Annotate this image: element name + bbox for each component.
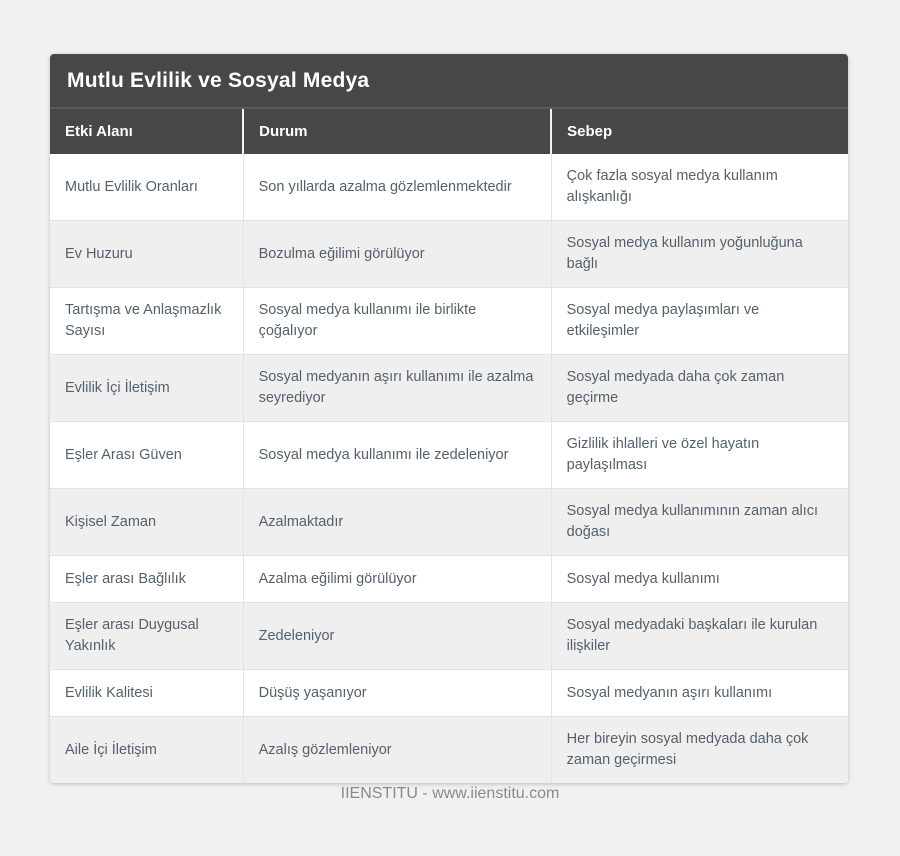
- cell-etki-alani: Eşler Arası Güven: [50, 422, 243, 489]
- cell-etki-alani: Aile İçi İletişim: [50, 717, 243, 784]
- cell-sebep: Sosyal medyada daha çok zaman geçirme: [551, 355, 848, 422]
- cell-sebep: Sosyal medya kullanımının zaman alıcı doğası: [551, 489, 848, 556]
- cell-durum: Zedeleniyor: [243, 603, 551, 670]
- table-row: [50, 154, 848, 221]
- cell-etki-alani: Evlilik Kalitesi: [50, 670, 243, 717]
- cell-durum: Sosyal medyanın aşırı kullanımı ile azalma seyrediyor: [243, 355, 551, 422]
- cell-etki-alani: Kişisel Zaman: [50, 489, 243, 556]
- table-row: [50, 603, 848, 670]
- cell-durum: Azalış gözlemleniyor: [243, 717, 551, 784]
- cell-etki-alani: Mutlu Evlilik Oranları: [50, 154, 243, 221]
- cell-durum: Sosyal medya kullanımı ile zedeleniyor: [243, 422, 551, 489]
- cell-durum: Azalmaktadır: [243, 489, 551, 556]
- page-title: Mutlu Evlilik ve Sosyal Medya: [50, 54, 848, 109]
- table-card: [50, 54, 848, 783]
- cell-sebep: Gizlilik ihlalleri ve özel hayatın paylaşılması: [551, 422, 848, 489]
- cell-sebep: Sosyal medya kullanımı: [551, 556, 848, 603]
- column-header-sebep: Sebep: [551, 109, 848, 154]
- cell-durum: Son yıllarda azalma gözlemlenmektedir: [243, 154, 551, 221]
- cell-durum: Bozulma eğilimi görülüyor: [243, 221, 551, 288]
- cell-durum: Düşüş yaşanıyor: [243, 670, 551, 717]
- cell-durum: Sosyal medya kullanımı ile birlikte çoğalıyor: [243, 288, 551, 355]
- data-table: [50, 109, 848, 783]
- column-header-etki-alani: Etki Alanı: [50, 109, 243, 154]
- table-row: [50, 489, 848, 556]
- cell-sebep: Sosyal medyanın aşırı kullanımı: [551, 670, 848, 717]
- cell-sebep: Çok fazla sosyal medya kullanım alışkanlığı: [551, 154, 848, 221]
- cell-etki-alani: Tartışma ve Anlaşmazlık Sayısı: [50, 288, 243, 355]
- cell-durum: Azalma eğilimi görülüyor: [243, 556, 551, 603]
- cell-sebep: Her bireyin sosyal medyada daha çok zaman geçirmesi: [551, 717, 848, 784]
- cell-etki-alani: Eşler arası Duygusal Yakınlık: [50, 603, 243, 670]
- table-row: [50, 556, 848, 603]
- footer-branding: IIENSTITU - www.iienstitu.com: [340, 785, 560, 802]
- table-row: [50, 221, 848, 288]
- table-row: [50, 422, 848, 489]
- header-row: [50, 109, 848, 154]
- column-header-durum: Durum: [243, 109, 551, 154]
- table-row: [50, 355, 848, 422]
- cell-sebep: Sosyal medya paylaşımları ve etkileşimler: [551, 288, 848, 355]
- table-row: [50, 717, 848, 784]
- cell-etki-alani: Evlilik İçi İletişim: [50, 355, 243, 422]
- cell-sebep: Sosyal medyadaki başkaları ile kurulan ilişkiler: [551, 603, 848, 670]
- cell-sebep: Sosyal medya kullanım yoğunluğuna bağlı: [551, 221, 848, 288]
- table-row: [50, 670, 848, 717]
- table-row: [50, 288, 848, 355]
- cell-etki-alani: Eşler arası Bağlılık: [50, 556, 243, 603]
- cell-etki-alani: Ev Huzuru: [50, 221, 243, 288]
